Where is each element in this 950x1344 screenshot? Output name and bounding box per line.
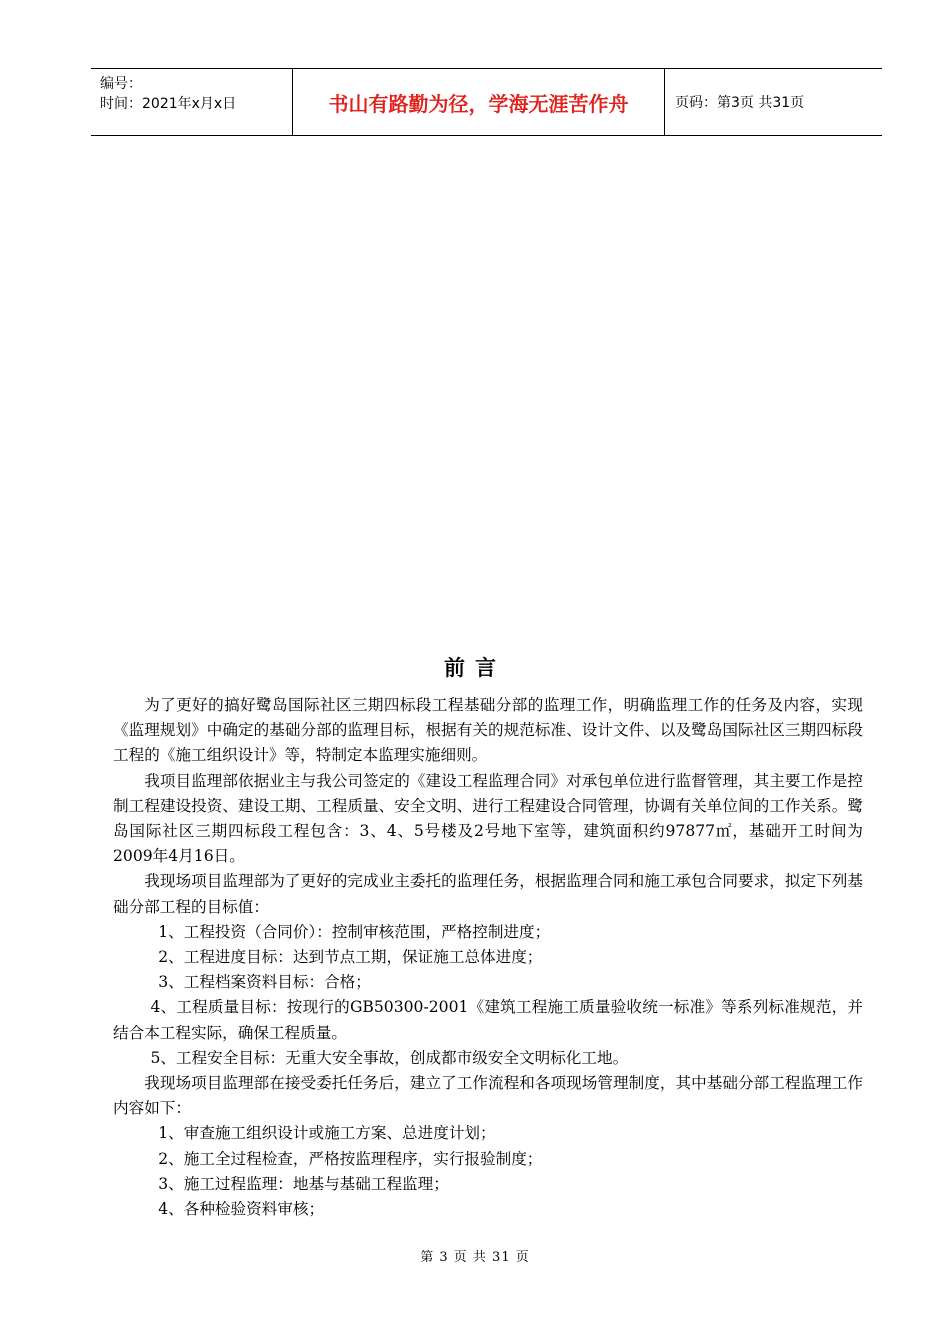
document-body [113,693,863,1222]
goal-item: 1、工程投资（合同价）：控制审核范围，严格控制进度； [158,922,551,941]
document-number-label: 编号： [100,76,142,92]
paragraph: 我项目监理部依据业主与我公司签定的《建设工程监理合同》对承包单位进行监督管理，其主要工作是控制工程建设投资、建设工期、工程质量、安全文明、进行工程建设合同管理，协调有关单位间的工作关系。鹭岛国际社区三期四标段工程包含：3、4、5号楼及2号地下室等，建筑面积约97877㎡，基础开工时间为2009年4月16日。 [113,771,863,866]
task-item: 4、各种检验资料审核； [158,1200,325,1219]
header-page-number: 页码：第3页 共31页 [675,95,805,111]
header-meta-cell [91,69,293,135]
goal-item: 2、工程进度目标：达到节点工期，保证施工总体进度； [158,948,543,967]
paragraph: 为了更好的搞好鹭岛国际社区三期四标段工程基础分部的监理工作，明确监理工作的任务及内容，实现《监理规划》中确定的基础分部的监理目标，根据有关的规范标准、设计文件、以及鹭岛国际社区三期四标段工程的《施工组织设计》等，特制定本监理实施细则。 [113,696,863,765]
paragraph: 我现场项目监理部为了更好的完成业主委托的监理任务，根据监理合同和施工承包合同要求，拟定下列基础分部工程的目标值： [113,872,863,916]
header-motto: 书山有路勤为径，学海无涯苦作舟 [293,69,665,135]
goal-item: 5、工程安全目标：无重大安全事故，创成都市级安全文明标化工地。 [150,1048,629,1067]
document-time-label: 时间：2021年x月x日 [100,96,237,112]
task-item: 3、施工过程监理：地基与基础工程监理； [158,1174,449,1193]
page-header [91,68,882,136]
goal-item: 4、工程质量目标：按现行的GB50300-2001《建筑工程施工质量验收统一标准》等系列标准规范，并结合本工程实际，确保工程质量。 [113,998,863,1042]
paragraph: 我现场项目监理部在接受委托任务后，建立了工作流程和各项现场管理制度，其中基础分部工程监理工作内容如下： [113,1074,863,1118]
task-item: 1、审查施工组织设计或施工方案、总进度计划； [158,1124,496,1143]
task-item: 2、施工全过程检查，严格按监理程序，实行报验制度； [158,1149,543,1168]
page-footer: 第 3 页 共 31 页 [420,1250,530,1265]
section-title: 前言 [444,656,506,680]
goal-item: 3、工程档案资料目标：合格； [158,973,371,992]
